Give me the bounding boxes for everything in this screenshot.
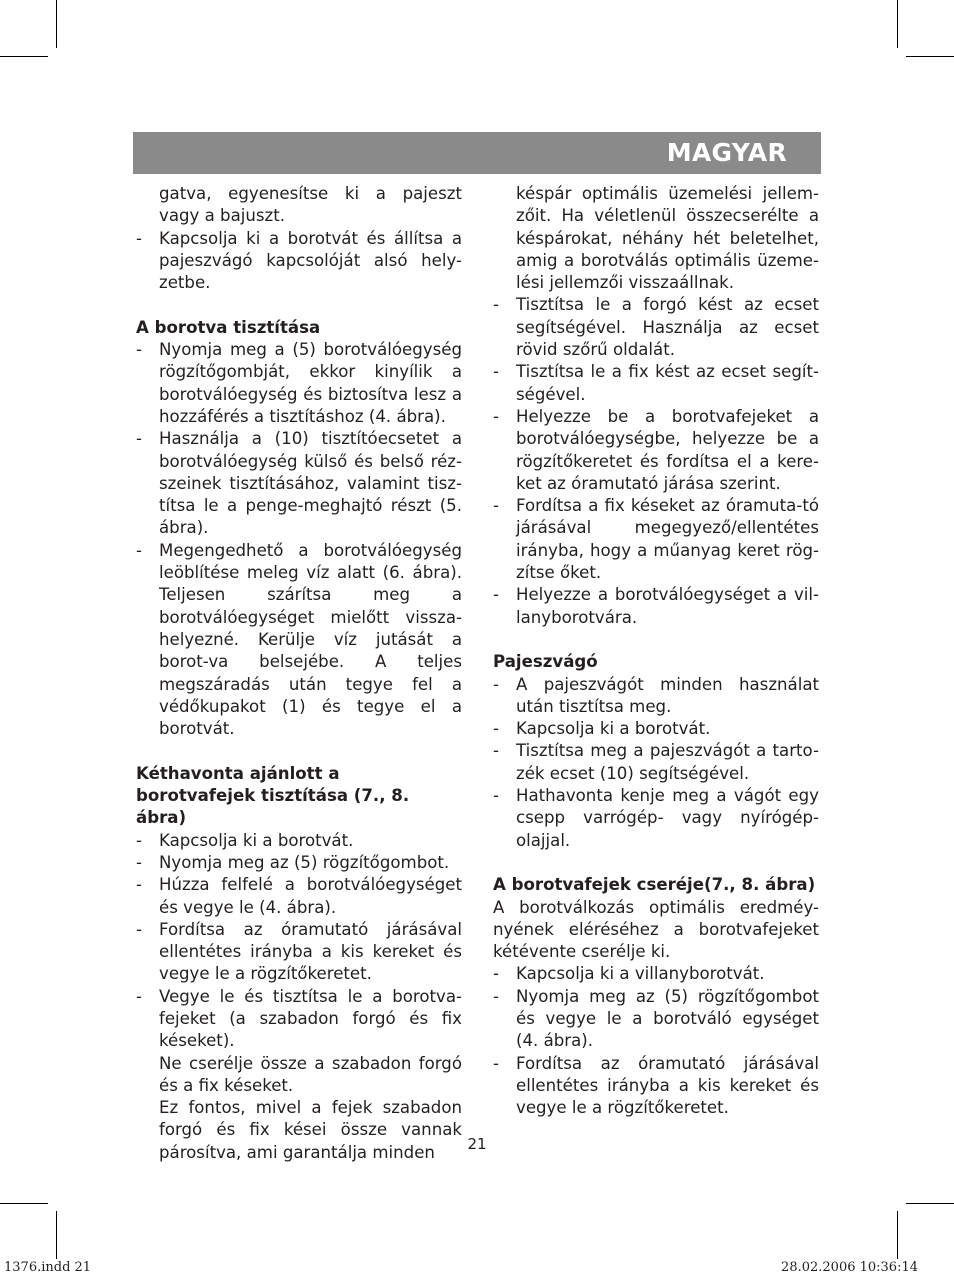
section-heading: A borotva tisztítása [136,317,321,337]
list-dash: - [136,830,142,850]
page-number: 21 [467,1135,487,1153]
list-item-text: Fordítsa az óramutató járásával ellentétes irányba a kis kereket és vegye le a rögzítőkeretet. [516,1053,819,1118]
list-dash: - [493,496,499,516]
list-item [136,874,462,919]
list-item-text: Tisztítsa le a fix kést az ecset segít-ségével. [516,362,819,404]
list-item [493,740,819,785]
list-item-text: Megengedhető a borotválóegység leöblítése meleg víz alatt (6. ábra). Teljesen szárítsa meg a borotválóegységet mielőtt vissza-helyezné. Kerülje víz jutását a borot-va belsejébe. A teljes megszáradás után tegye fel a védőkupakot (1) és tegye el a borotvát. [159,540,462,739]
crop-mark [0,1203,48,1204]
list-item-text: Nyomja meg az (5) rögzítőgombot és vegye le a borotváló egységet (4. ábra). [516,986,819,1051]
crop-mark [56,0,57,48]
continued-text: gatva, egyenesítse ki a pajeszt vagy a bajuszt. [159,184,462,226]
list-dash: - [136,429,142,449]
list-dash: - [493,295,499,315]
list-dash: - [136,540,142,560]
list-item [136,852,462,874]
language-header-bar [133,132,821,174]
list-item-text: Fordítsa az óramutató járásával ellentétes irányba a kis kereket és vegye le a rögzítőkeretet. [159,919,462,984]
list-dash: - [493,1053,499,1073]
list-dash: - [136,875,142,895]
list-item-text: Használja a (10) tisztítóecsetet a borotválóegység külső és belső réz-szeinek tisztításához, valamint tisz-títsa le a penge-meghajtó részt (5. ábra). [159,429,462,538]
left-column [136,183,462,1164]
note-text: Ez fontos, mivel a fejek szabadon forgó és fix kései össze vannak párosítva, ami garantálja minden [159,1098,462,1162]
list-item-text: Kapcsolja ki a borotvát. [516,719,711,739]
list-dash: - [493,986,499,1006]
footer-filename: 1376.indd 21 [4,1260,92,1275]
list-dash: - [136,340,142,360]
continued-text: késpár optimális üzemelési jellem-zőit. Ha véletlenül összecserélte a késpárokat, néhány hét beletelhet, amig a borotválás optimális üzeme-lési jellemzői visszaállnak. [516,184,819,293]
list-item-text: Tisztítsa meg a pajeszvágót a tarto-zék ecset (10) segítségével. [516,741,819,783]
list-item-text: Fordítsa a fix késeket az óramuta-tó járásával megegyező/ellentétes irányba, hogy a műanyag keret rög-zítse őket. [516,496,819,583]
list-item-text: Húzza felfelé a borotválóegységet és vegye le (4. ábra). [159,875,462,917]
crop-mark [897,0,898,48]
list-dash: - [493,964,499,984]
list-item-text: Nyomja meg a (5) borotválóegység rögzítőgombját, ekkor kinyílik a borotválóegység és biztosítva lesz a hozzáférés a tisztításhoz (4. ábra). [159,340,462,426]
list-item [136,339,462,428]
list-item [493,1053,819,1120]
crop-mark [56,1211,57,1259]
list-dash: - [493,674,499,694]
note-text: Ne cserélje össze a szabadon forgó és a fix késeket. [159,1053,462,1095]
section-heading: Kéthavonta ajánlott a borotvafejek tisztítása (7., 8. ábra) [136,763,410,828]
list-item [493,718,819,740]
list-item [136,986,462,1053]
list-item [136,228,462,295]
list-dash: - [136,919,142,939]
list-item-text: Kapcsolja ki a borotvát. [159,830,354,850]
list-dash: - [493,362,499,382]
crop-mark [906,56,954,57]
list-item-text: Tisztítsa le a forgó kést az ecset segítségével. Használja az ecset rövid szőrű oldalát. [516,295,819,360]
list-item [136,830,462,852]
list-item [136,919,462,986]
list-item-text: Helyezze a borotválóegységet a vil-lanyborotvára. [516,585,819,627]
list-item [493,361,819,406]
list-item [493,495,819,584]
list-dash: - [136,986,142,1006]
list-dash: - [493,719,499,739]
list-item [136,428,462,539]
list-item-text: Vegye le és tisztítsa le a borotva-fejeket (a szabadon forgó és fix késeket). [159,986,462,1051]
list-dash: - [493,786,499,806]
list-dash: - [136,228,142,248]
list-item [493,584,819,629]
list-dash: - [493,406,499,426]
section-heading: Pajeszvágó [493,652,598,672]
list-item [493,406,819,495]
section-heading: A borotvafejek cseréje(7., 8. ábra) [493,875,816,895]
list-item [136,540,462,741]
list-dash: - [493,585,499,605]
crop-mark [897,1211,898,1259]
footer-datetime: 28.02.2006 10:36:14 [781,1260,918,1275]
language-title: MAGYAR [666,138,787,167]
list-item-text: Kapcsolja ki a borotvát és állítsa a pajeszvágó kapcsolóját alsó hely-zetbe. [159,228,462,293]
list-item [493,294,819,361]
list-item [493,674,819,719]
list-item-text: Kapcsolja ki a villanyborotvát. [516,964,765,984]
list-item-text: Nyomja meg az (5) rögzítőgombot. [159,852,450,872]
paragraph: A borotválkozás optimális eredméy-nyének eléréséhez a borotvafejeket kétévente cserélje ki. [493,897,819,962]
list-item [493,986,819,1053]
list-item-text: Helyezze be a borotvafejeket a borotválóegységbe, helyezze be a rögzítőkeretet és fordítsa el a kere-ket az óramutató járása szerint. [516,406,819,493]
right-column [493,183,819,1119]
list-item [493,963,819,985]
crop-mark [0,56,48,57]
list-item-text: A pajeszvágót minden használat után tisztítsa meg. [516,674,819,716]
list-dash: - [136,852,142,872]
list-dash: - [493,741,499,761]
crop-mark [906,1203,954,1204]
list-item-text: Hathavonta kenje meg a vágót egy csepp varrógép- vagy nyírógép-olajjal. [516,786,819,850]
list-item [493,785,819,852]
